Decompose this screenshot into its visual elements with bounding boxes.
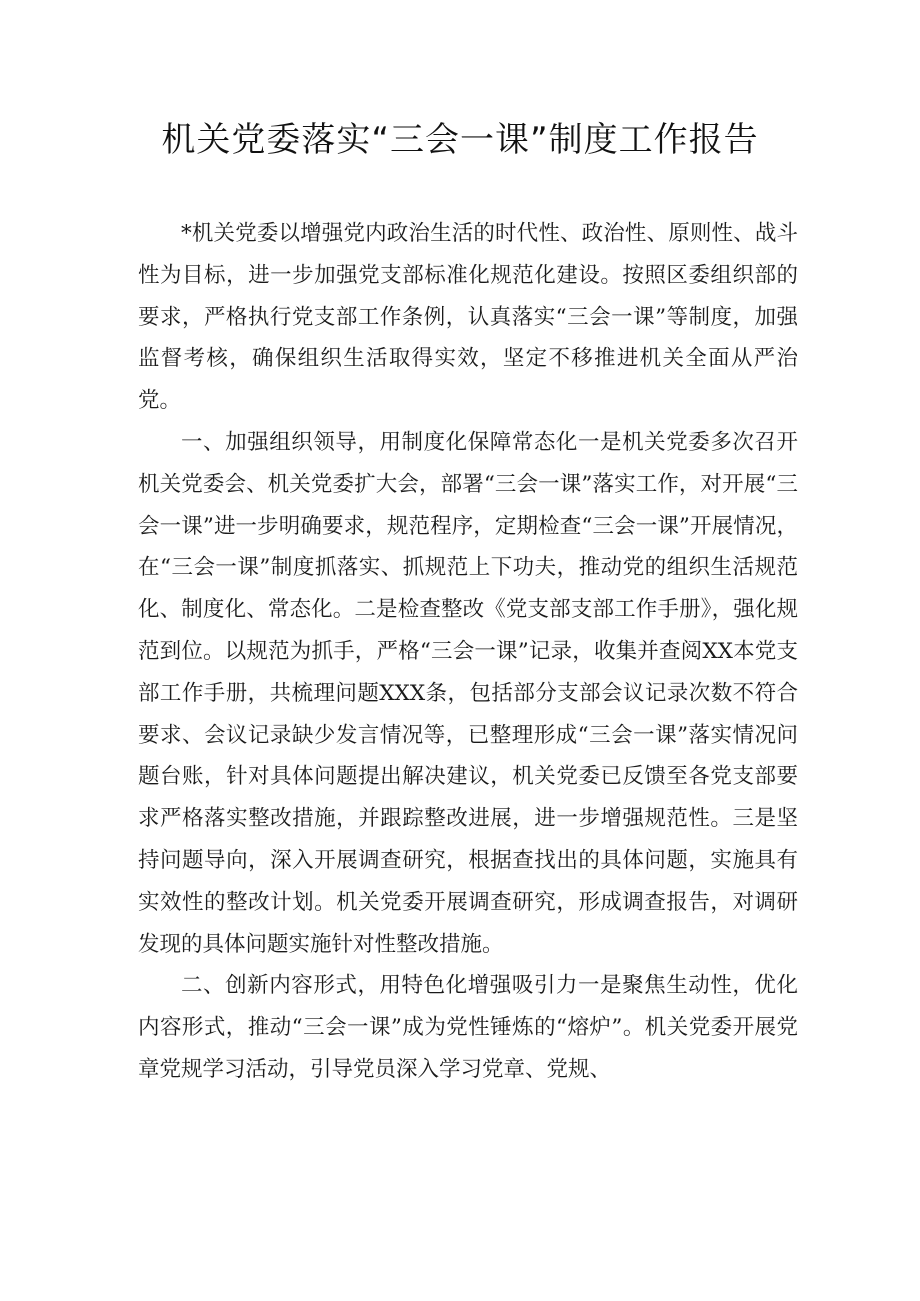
paragraph-intro: *机关党委以增强党内政治生活的时代性、政治性、原则性、战斗性为目标，进一步加强党支部标准化规范化建设。按照区委组织部的要求，严格执行党支部工作条例，认真落实“三会一课”等制度，加强监督考核，确保组织生活取得实效，坚定不移推进机关全面从严治党。 <box>138 221 798 414</box>
paragraph-section-two: 二、创新内容形式，用特色化增强吸引力一是聚焦生动性，优化内容形式，推动“三会一课”成为党性锤炼的“熔炉”。机关党委开展党章党规学习活动，引导党员深入学习党章、党规、 <box>138 973 798 1082</box>
paragraph-section-one: 一、加强组织领导，用制度化保障常态化一是机关党委多次召开机关党委会、机关党委扩大会，部署“三会一课”落实工作，对开展“三会一课”进一步明确要求，规范程序，定期检查“三会一课”开展情况，在“三会一课”制度抓落实、抓规范上下功夫，推动党的组织生活规范化、制度化、常态化。二是检查整改《党支部支部工作手册》，强化规范到位。以规范为抓手，严格“三会一课”记录，收集并查阅XX本党支部工作手册，共梳理问题XXX条，包括部分支部会议记录次数不符合要求、会议记录缺少发言情况等，已整理形成“三会一课”落实情况问题台账，针对具体问题提出解决建议，机关党委已反馈至各党支部要求严格落实整改措施，并跟踪整改进展，进一步增强规范性。三是坚持问题导向，深入开展调查研究，根据查找出的具体问题，实施具有实效性的整改计划。机关党委开展调查研究，形成调查报告，对调研发现的具体问题实施针对性整改措施。 <box>138 429 798 957</box>
document-body <box>138 213 798 1091</box>
document-title: 机关党委落实“三会一课”制度工作报告 <box>161 120 759 160</box>
